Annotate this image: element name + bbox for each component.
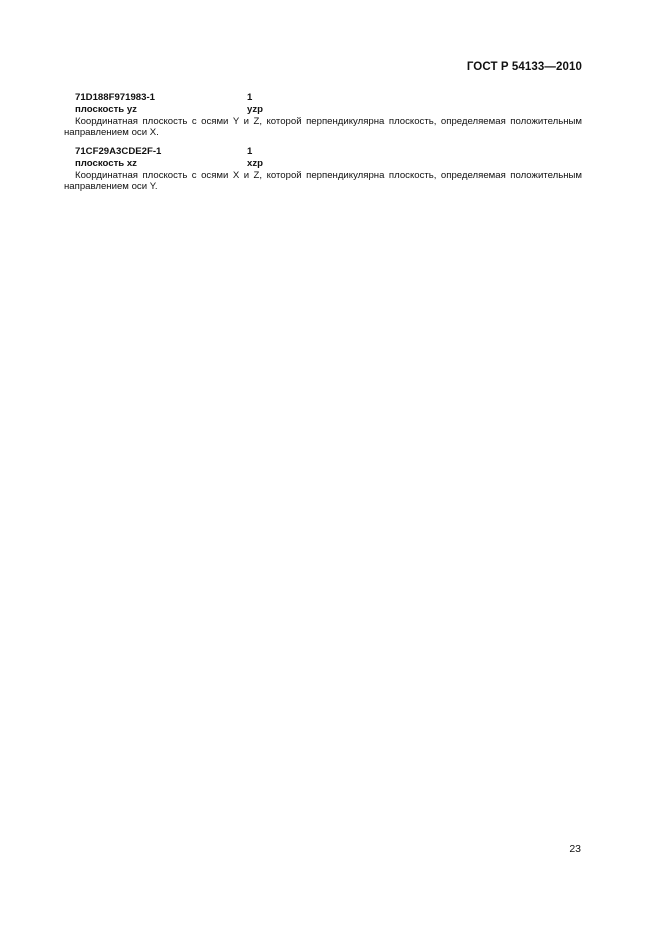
entry-symbol: yzp xyxy=(247,103,263,115)
page-number: 23 xyxy=(569,843,581,855)
definition-entry xyxy=(64,92,582,139)
entry-id-row xyxy=(64,146,582,158)
entry-description: Координатная плоскость с осями X и Z, которой перпендикулярна плоскость, определяемая положительным направлением оси Y. xyxy=(64,169,582,193)
entry-symbol: xzp xyxy=(247,157,263,169)
entry-version: 1 xyxy=(247,92,253,103)
entry-name-row xyxy=(64,104,582,116)
entry-version: 1 xyxy=(247,146,253,157)
entry-id-row xyxy=(64,92,582,104)
entry-name-row xyxy=(64,158,582,170)
definition-entry xyxy=(64,146,582,193)
entry-identifier: 71CF29A3CDE2F-1 xyxy=(75,146,162,157)
entry-term-name: плоскость yz xyxy=(75,103,137,115)
standard-code-header: ГОСТ Р 54133—2010 xyxy=(466,61,582,73)
entry-identifier: 71D188F971983-1 xyxy=(75,92,156,103)
entry-term-name: плоскость xz xyxy=(75,157,137,169)
entry-description: Координатная плоскость с осями Y и Z, которой перпендикулярна плоскость, определяемая положительным направлением оси X. xyxy=(64,115,582,139)
